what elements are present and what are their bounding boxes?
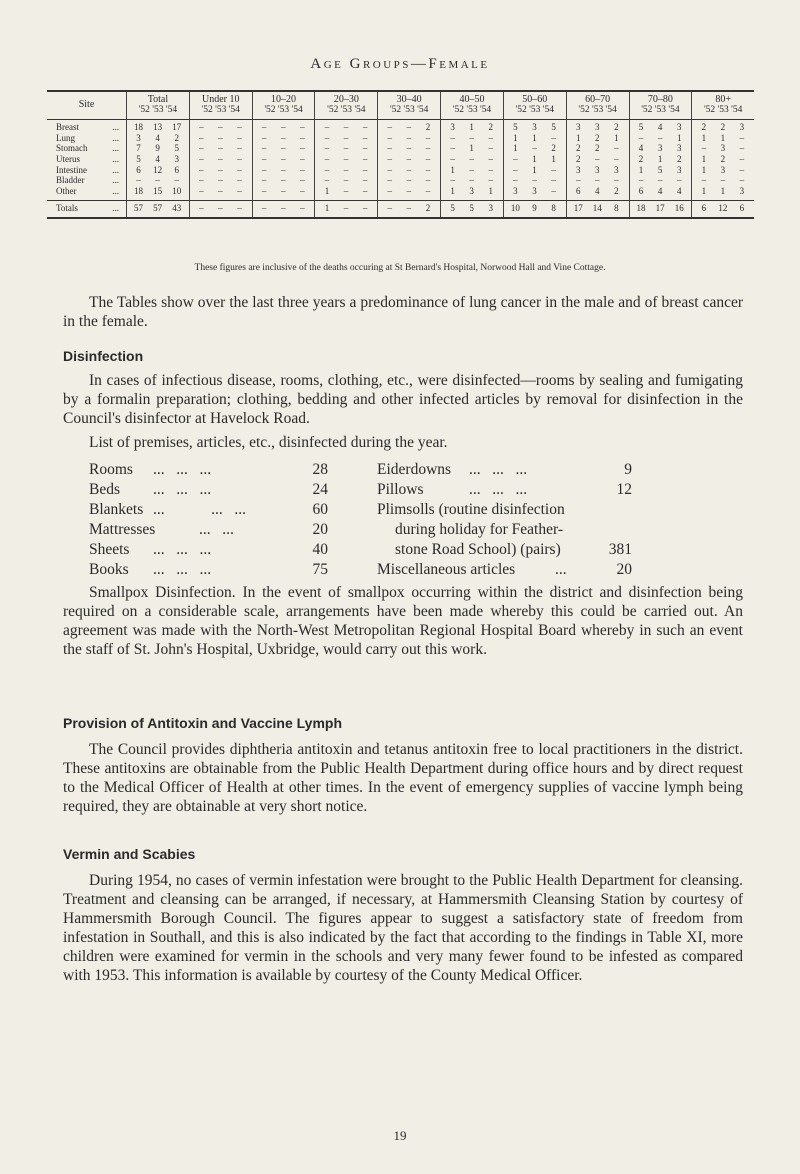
table-cell: – – – [127,175,190,186]
table-header-row [47,91,754,119]
table-cell: 5 4 3 [629,119,692,133]
table-cell: – – – [252,165,315,176]
table-cell: 6 4 4 [629,186,692,200]
disinfected-list-intro: List of premises, articles, etc., disinfected during the year. [89,434,448,451]
table-cell: – – – [252,119,315,133]
table-cell: – – – [315,119,378,133]
table-cell: – – – [315,175,378,186]
table-cell: 6 4 2 [566,186,629,200]
table-cell: 1 3 1 [441,186,504,200]
antitoxin-heading: Provision of Antitoxin and Vaccine Lymph [63,715,343,731]
table-cell: 18 17 16 [629,200,692,218]
table-cell: – – – [692,175,754,186]
column-header: 80+ '52 '53 '54 [692,91,754,119]
row-site-label: Uterus ... [56,154,119,165]
table-cell: – – – [189,144,252,155]
table-cell: 4 3 3 [629,144,692,155]
table-cell: 1 2 – [692,154,754,165]
table-title: Age Groups—Female [310,56,490,72]
table-cell: – 3 – [692,144,754,155]
intro-paragraph: The Tables show over the last three years a predominance of lung cancer in the male and of breast cancer in the female. [63,294,743,330]
table-cell: 1 1 3 [692,186,754,200]
smallpox-paragraph: Smallpox Disinfection. In the event of smallpox occurring within the district and disinfection being required on a considerable scale, arrangements have been made whereby this could be carried out. An agreement was made with the North-West Metropolitan Regional Hospital Board whereby in such an event the staff of St. John's Hospital, Uxbridge, would carry out this work. [63,584,743,658]
list-item: Rooms ... ... ... 28 [89,461,328,478]
site-header: Site [78,99,95,111]
table-cell: 5 5 3 [441,200,504,218]
column-header: 60–70 '52 '53 '54 [566,91,629,119]
table-cell: 18 15 10 [127,186,190,200]
table-cell: – – – [252,200,315,218]
list-item: Plimsolls (routine disinfection [377,501,565,518]
table-cell: 3 4 2 [127,133,190,144]
table-cell: – – – [378,154,441,165]
row-site-label: Totals ... [56,203,119,214]
table-cell: 1 1 – [503,133,566,144]
vermin-heading: Vermin and Scabies [63,846,196,862]
table-cell: 6 12 6 [127,165,190,176]
table-cell: – – – [315,165,378,176]
page-number: 19 [393,1128,407,1143]
table-row [47,133,754,144]
list-item: Pillows ... ... ... 12 [377,481,632,498]
table-cell: – – – [252,144,315,155]
table-cell: – – – [441,175,504,186]
table-row [47,154,754,165]
vermin-paragraph: During 1954, no cases of vermin infestation were brought to the Public Health Department for cleansing. Treatment and cleansing can be arranged, if necessary, at Hammersmith Cleansing Station by courtesy of Hammersmith Borough Council. The figures appear to suggest a satisfactory state of freedom from infestation in Southall, and this is also indicated by the fact that according to the findings in Table XI, more children were examined for vermin in the schools and very many fewer found to be infested as compared with 1953. This information is available by courtesy of the County Medical Officer. [63,872,743,984]
table-cell: 17 14 8 [566,200,629,218]
table-cell: – – – [441,154,504,165]
column-header: 50–60 '52 '53 '54 [503,91,566,119]
table-cell: – – – [189,133,252,144]
list-item: Beds ... ... ... 24 [89,481,328,498]
table-cell: – – – [566,175,629,186]
table-cell: – – – [315,133,378,144]
column-header: Total '52 '53 '54 [127,91,190,119]
column-header: 10–20 '52 '53 '54 [252,91,315,119]
table-cell: 3 1 2 [441,119,504,133]
list-item: Blankets ... ... ... 60 [89,501,328,518]
table-cell: – – – [189,175,252,186]
table-cell: – 1 – [503,165,566,176]
list-item: stone Road School) (pairs) 381 [395,541,632,558]
table-cell: 1 – – [441,165,504,176]
table-cell: – – – [503,175,566,186]
table-cell: – – – [378,186,441,200]
antitoxin-paragraph: The Council provides diphtheria antitoxin and tetanus antitoxin free to local practitioners in the district. These antitoxins are obtainable from the Public Health Department during office hours and by direct request to the Medical Officer of Health at other times. In the event of emergency supplies of vaccine lymph being required, they are obtainable at very short notice. [63,741,743,815]
table-cell: – – – [441,133,504,144]
table-cell: 1 5 3 [629,165,692,176]
table-cell: 3 3 2 [566,119,629,133]
table-cell: 2 – – [566,154,629,165]
list-item: Mattresses ... ... 20 [89,521,328,538]
table-row [47,186,754,200]
table-cell: 6 12 6 [692,200,754,218]
table-cell: – – – [315,144,378,155]
row-site-label: Intestine ... [56,164,119,175]
table-cell: 1 – 2 [503,144,566,155]
table-cell: – 1 1 [503,154,566,165]
row-site-label: Breast ... [56,122,119,133]
table-cell: – – – [189,154,252,165]
list-item: Books ... ... ... 75 [89,561,328,578]
list-item: Eiderdowns ... ... ... 9 [377,461,632,478]
table-cell: 2 2 – [566,144,629,155]
table-cell: – – 2 [378,200,441,218]
list-item: Miscellaneous articles ... 20 [377,561,632,578]
column-header: 30–40 '52 '53 '54 [378,91,441,119]
table-cell: – – – [252,186,315,200]
table-cell: 1 3 – [692,165,754,176]
disinfection-heading: Disinfection [63,348,144,364]
table-cell: 3 3 3 [566,165,629,176]
list-item: during holiday for Feather- [395,521,563,538]
table-cell: – – – [252,133,315,144]
column-header: 40–50 '52 '53 '54 [441,91,504,119]
table-cell: 57 57 43 [127,200,190,218]
table-cell: 2 1 2 [629,154,692,165]
table-cell: – – – [315,154,378,165]
table-cell: – – – [189,165,252,176]
age-groups-female-table [47,90,754,219]
table-footnote: These figures are inclusive of the deaths occuring at St Bernard's Hospital, Norwood Hall and Vine Cottage. [194,263,606,273]
table-cell: – – – [252,154,315,165]
table-row [47,175,754,186]
row-site-label: Lung ... [56,132,119,143]
table-cell: – – 1 [629,133,692,144]
disinfected-items-right-column [377,460,697,580]
table-cell: – 1 – [441,144,504,155]
table-cell: – – – [189,200,252,218]
table-cell: 1 2 1 [566,133,629,144]
table-cell: 1 – – [315,200,378,218]
table-cell: – – – [378,144,441,155]
table-cell: – – – [378,175,441,186]
row-site-label: Bladder ... [56,175,119,186]
table-cell: – – – [378,165,441,176]
column-header: 70–80 '52 '53 '54 [629,91,692,119]
table-row [47,144,754,155]
table-cell: 7 9 5 [127,144,190,155]
table-cell: 1 – – [315,186,378,200]
table-cell: 5 4 3 [127,154,190,165]
table-cell: – – – [189,119,252,133]
table-cell: 1 1 – [692,133,754,144]
column-header: Under 10 '52 '53 '54 [189,91,252,119]
disinfected-items-left-column [89,460,349,580]
list-item: Sheets ... ... ... 40 [89,541,328,558]
totals-row [47,200,754,218]
table-row [47,165,754,176]
table-cell: – – – [189,186,252,200]
row-site-label: Stomach ... [56,143,119,154]
table-cell: – – 2 [378,119,441,133]
disinfection-paragraph: In cases of infectious disease, rooms, clothing, etc., were disinfected—rooms by sealing and fumigating by a formalin preparation; clothing, bedding and other infected articles by removal for disinfection in the Council's disinfector at Havelock Road. [63,372,743,427]
table-cell: 10 9 8 [503,200,566,218]
row-site-label: Other ... [56,185,119,196]
column-header: 20–30 '52 '53 '54 [315,91,378,119]
table-cell: – – – [378,133,441,144]
table-cell: – – – [252,175,315,186]
table-cell: 18 13 17 [127,119,190,133]
table-cell: 5 3 5 [503,119,566,133]
table-cell: 2 2 3 [692,119,754,133]
table-row [47,119,754,133]
table-cell: – – – [629,175,692,186]
table-cell: 3 3 – [503,186,566,200]
